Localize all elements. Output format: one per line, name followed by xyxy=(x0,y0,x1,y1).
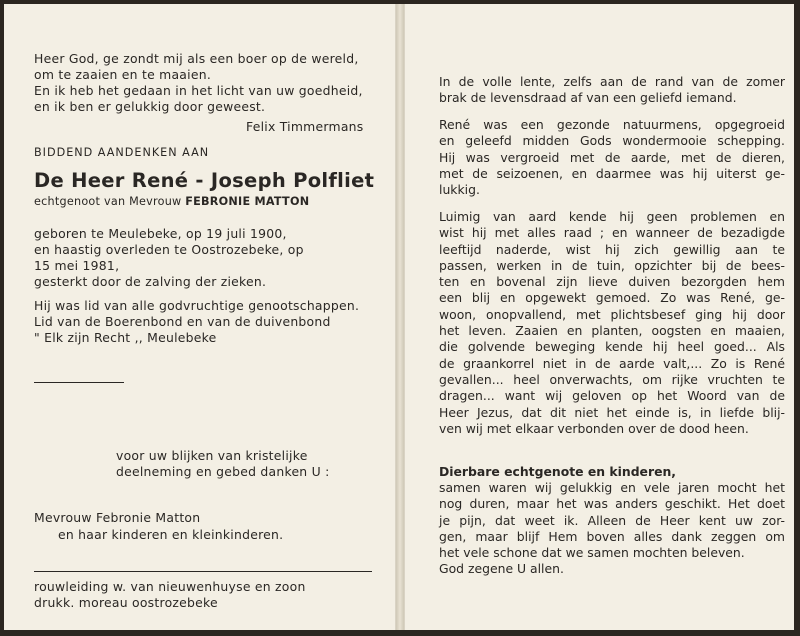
text-line: een blij en opgewekt gemoed. Zo was René, ge- xyxy=(439,290,785,306)
poem-line: om te zaaien en te maaien. xyxy=(34,67,212,82)
right-page xyxy=(404,4,794,630)
funeral-director: rouwleiding w. van nieuwenhuyse en zoon xyxy=(34,579,306,594)
biography xyxy=(34,226,304,290)
spouse-line xyxy=(34,195,309,208)
paragraph-1 xyxy=(439,74,785,107)
left-page xyxy=(4,4,396,630)
memorial-intro: BIDDEND AANDENKEN AAN xyxy=(34,146,210,159)
address-text: Dierbare echtgenote en kinderen, xyxy=(439,464,677,479)
short-divider xyxy=(34,382,124,383)
family xyxy=(34,509,283,543)
text-line: ven wij met elkaar verbonden over de dood heen. xyxy=(439,420,749,436)
text-line: In de volle lente, zelfs aan de rand van de zomer xyxy=(439,74,785,89)
membership-line: Lid van de Boerenbond en van de duivenbond xyxy=(34,314,331,329)
spouse-name: FEBRONIE MATTON xyxy=(185,195,310,208)
address-heading xyxy=(439,464,785,480)
text-line: René was een gezonde natuurmens, opgegroeid xyxy=(439,117,785,132)
poem-line: En ik heb het gedaan in het licht van uw goedheid, xyxy=(34,83,363,98)
thanks-line: voor uw blijken van kristelijke xyxy=(116,448,308,463)
printer: drukk. moreau oostrozebeke xyxy=(34,595,218,610)
spouse-prefix: echtgenoot van Mevrouw xyxy=(34,195,182,208)
text-line: woon, onopvallend, met plichtsbesef ging hij door xyxy=(439,306,785,322)
memberships xyxy=(34,298,359,346)
poem-line: en ik ben er gelukkig door geweest. xyxy=(34,99,266,114)
paragraph-2 xyxy=(439,117,785,198)
thanks-line: deelneming en gebed danken U : xyxy=(116,464,330,479)
family-line: Mevrouw Febronie Matton xyxy=(34,510,201,525)
membership-line: Hij was lid van alle godvruchtige genootschappen. xyxy=(34,298,360,313)
bio-line: en haastig overleden te Oostrozebeke, op xyxy=(34,242,304,257)
text-line: leeftijd naderde, wist hij zich gewillig aan te xyxy=(439,241,785,257)
text-line: die golvende beweging kende hij heel goed... Als xyxy=(439,339,785,355)
bio-line: gesterkt door de zalving der zieken. xyxy=(34,274,267,289)
text-line: lukkig. xyxy=(439,182,480,198)
text-line: het leven. Zaaien en planten, oogsten en maaien, xyxy=(439,323,785,339)
membership-line: " Elk zijn Recht ,, Meulebeke xyxy=(34,330,217,345)
text-line: Heer Jezus, dat dit niet het einde is, in liefde blij- xyxy=(439,404,785,420)
poem-line: Heer God, ge zondt mij als een boer op de wereld, xyxy=(34,51,359,66)
family-line: en haar kinderen en kleinkinderen. xyxy=(58,527,284,542)
text-line: en geleefd midden Gods wondermooie schepping. xyxy=(439,133,785,149)
text-line: het vele schone dat we samen mochten beleven. xyxy=(439,545,745,561)
text-line: ten en bovenal zijn lieve duiven bezorgden hem xyxy=(439,274,785,290)
paragraph-3 xyxy=(439,209,785,437)
deceased-name: De Heer René - Joseph Polfliet xyxy=(34,169,375,192)
text-line: gen, maar blijf Hem boven alles dank zeggen om xyxy=(439,528,785,544)
text-line: samen waren wij gelukkig en vele jaren mocht het xyxy=(439,480,785,495)
text-line: wist hij met alles raad ; en wanneer de bezadigde xyxy=(439,225,785,241)
text-line: gevallen... heel onverwachts, om rijke vruchten te xyxy=(439,371,785,387)
text-line: je pijn, dat weet ik. Alleen de Heer kent uw zor- xyxy=(439,512,785,528)
text-line: God zegene U allen. xyxy=(439,561,564,577)
thanks xyxy=(116,448,330,480)
text-line: de graankorrel niet in de aarde valt,... Zo is René xyxy=(439,355,785,371)
paragraph-4 xyxy=(439,480,785,578)
poem-author: Felix Timmermans xyxy=(246,119,364,134)
text-line: nog duren, maar het was anders geschikt. Het doet xyxy=(439,496,785,512)
card-fold xyxy=(396,4,404,630)
long-divider xyxy=(34,571,372,572)
text-line: Luimig van aard kende hij geen problemen en xyxy=(439,209,785,224)
poem xyxy=(34,51,363,115)
text-line: met de seizoenen, en daarmee was hij uiterst ge- xyxy=(439,165,785,181)
text-line: brak de levensdraad af van een geliefd iemand. xyxy=(439,90,737,106)
bio-line: geboren te Meulebeke, op 19 juli 1900, xyxy=(34,226,287,241)
text-line: passen, werken in de tuin, opzichter bij de bees- xyxy=(439,257,785,273)
text-line: dragen... want wij geloven op het Woord van de xyxy=(439,388,785,404)
text-line: Hij was vergroeid met de aarde, met de dieren, xyxy=(439,149,785,165)
bio-line: 15 mei 1981, xyxy=(34,258,120,273)
